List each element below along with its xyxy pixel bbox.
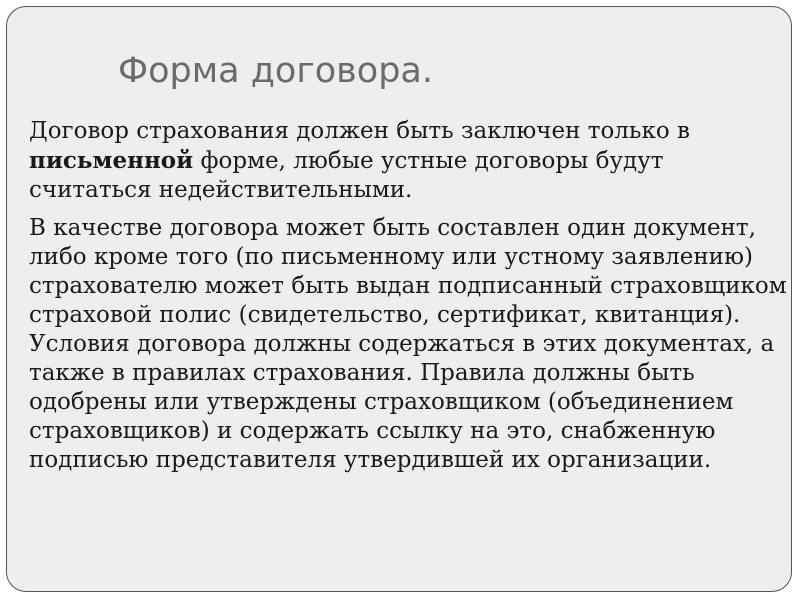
slide-title: Форма договора. [118, 51, 433, 91]
paragraph-contract-documents: В качестве договора может быть составлен один документ, либо кроме того (по письменному или устному заявлению) страхователю может быть выдан подписанный страховщиком страховой полис (свидетельство, сертификат, квитанция). Условия договора должны содержаться в этих документах, а также в правилах страхования. Правила должны быть одобрены или утверждены страховщиком (объединением страховщиков) и содержать ссылку на это, снабженную подписью представителя утвердившей их организации. [29, 215, 787, 473]
slide-frame [6, 6, 792, 592]
paragraph-written-form [29, 117, 789, 205]
emphasis-written: письменной [29, 147, 194, 174]
paragraph-text-start: Договор страхования должен быть заключен только в [29, 118, 690, 144]
slide-body [29, 117, 789, 484]
paragraph-text-end: форме, любые устные договоры будут считаться недействительными. [29, 148, 664, 203]
